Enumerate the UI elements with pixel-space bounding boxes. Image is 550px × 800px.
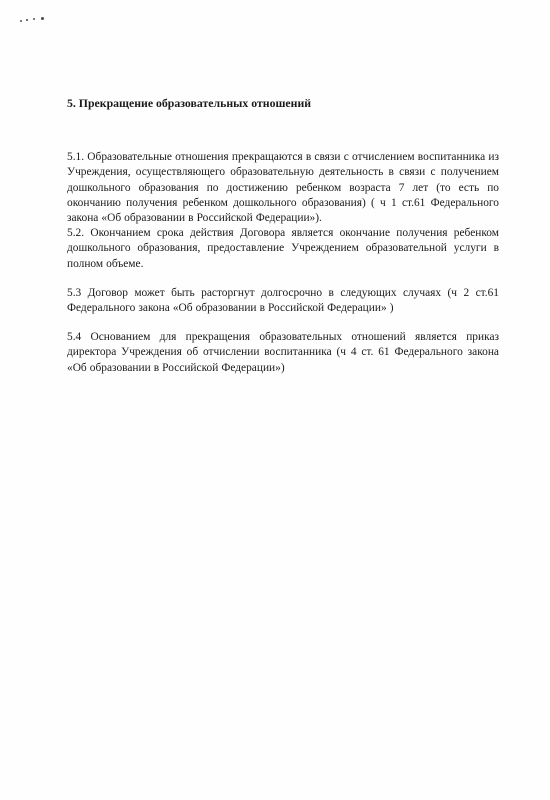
clause-5-4: 5.4 Основанием для прекращения образовательных отношений является приказ директора Учреждения об отчислении воспитанника (ч 4 ст. 61 Федерального закона «Об образовании в Российской Федерации») <box>67 331 499 374</box>
clause-5-1: 5.1. Образовательные отношения прекращаются в связи с отчислением воспитанника из Учреждения, осуществляющего образовательную деятельность в связи с получением дошкольного образования по достижению ребенком возраста 7 лет (то есть по окончанию получения ребенком дошкольного образования) ( ч 1 ст.61 Федерального закона «Об образовании в Российской Федерации»). <box>67 151 499 225</box>
section-title: 5. Прекращение образовательных отношений <box>67 96 312 110</box>
scan-speck <box>20 20 22 22</box>
scan-speck <box>41 17 44 20</box>
clause-5-3: 5.3 Договор может быть расторгнут долгосрочно в следующих случаях (ч 2 ст.61 Федерального закона «Об образовании в Российской Федерации» ) <box>67 287 499 315</box>
clause-5-2: 5.2. Окончанием срока действия Договора является окончание получения ребенком дошкольного образования, предоставление Учреждением образовательной услуги в полном объеме. <box>67 227 499 270</box>
scan-speck <box>26 19 28 21</box>
scan-speck <box>33 18 35 20</box>
